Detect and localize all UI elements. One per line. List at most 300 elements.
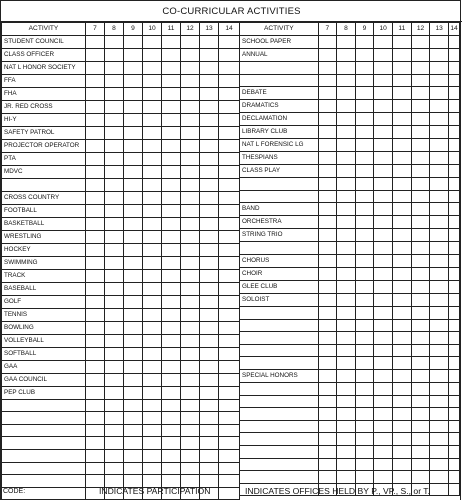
grade-cell [355, 126, 374, 139]
grade-cell [219, 437, 240, 450]
activity-name: HI-Y [2, 114, 86, 127]
grade-cell [318, 178, 337, 191]
grade-cell [219, 36, 240, 49]
grade-cell [219, 449, 240, 462]
grade-cell [105, 449, 124, 462]
grade-cell [162, 282, 181, 295]
grade-cell [143, 153, 162, 166]
grade-cell [200, 153, 219, 166]
grade-cell [162, 308, 181, 321]
grade-cell [430, 74, 449, 87]
grade-cell [86, 449, 105, 462]
grade-cell [143, 36, 162, 49]
activity-row [2, 373, 240, 386]
grade-cell [86, 230, 105, 243]
grade-cell [219, 191, 240, 204]
grade-cell [181, 360, 200, 373]
activity-name: STUDENT COUNCIL [2, 36, 86, 49]
grade-cell [355, 267, 374, 280]
grade-cell [374, 139, 393, 152]
grade-cell [143, 217, 162, 230]
activity-name [240, 420, 319, 433]
grade-cell [355, 319, 374, 332]
activity-row [2, 449, 240, 462]
grade-cell [143, 424, 162, 437]
grade-cell [219, 88, 240, 101]
grade-cell [181, 269, 200, 282]
grade-cell [105, 424, 124, 437]
activity-name [2, 399, 86, 412]
activity-row [2, 412, 240, 425]
grade-cell [411, 280, 430, 293]
grade-cell [200, 424, 219, 437]
grade-cell [392, 229, 411, 242]
grade-cell [181, 386, 200, 399]
grade-cell [181, 321, 200, 334]
activity-name: PEP CLUB [2, 386, 86, 399]
grade-cell [124, 321, 143, 334]
grade-cell [430, 382, 449, 395]
grade-column-header: 10 [374, 23, 393, 36]
grade-cell [318, 165, 337, 178]
activity-name: CROSS COUNTRY [2, 191, 86, 204]
grade-cell [86, 153, 105, 166]
grade-cell [449, 267, 460, 280]
grade-cell [181, 88, 200, 101]
grade-cell [430, 87, 449, 100]
grade-column-header: 13 [200, 23, 219, 36]
grade-cell [449, 126, 460, 139]
grade-cell [318, 445, 337, 458]
grade-cell [86, 295, 105, 308]
grade-cell [430, 344, 449, 357]
grade-cell [449, 280, 460, 293]
grade-cell [200, 179, 219, 192]
grade-cell [430, 280, 449, 293]
grade-cell [449, 332, 460, 345]
grade-cell [374, 306, 393, 319]
grade-column-header: 11 [392, 23, 411, 36]
grade-cell [337, 254, 356, 267]
grade-cell [374, 190, 393, 203]
grade-cell [124, 140, 143, 153]
grade-cell [374, 126, 393, 139]
grade-cell [355, 445, 374, 458]
grade-cell [181, 49, 200, 62]
activity-row [240, 87, 460, 100]
activity-name: HOCKEY [2, 243, 86, 256]
grade-cell [105, 334, 124, 347]
grade-cell [374, 344, 393, 357]
grade-cell [200, 140, 219, 153]
grade-cell [337, 229, 356, 242]
activity-row [2, 114, 240, 127]
activity-row [2, 282, 240, 295]
grade-cell [392, 152, 411, 165]
grade-cell [318, 254, 337, 267]
grade-cell [337, 382, 356, 395]
grade-cell [105, 230, 124, 243]
grade-cell [181, 127, 200, 140]
grade-cell [143, 101, 162, 114]
grade-cell [411, 203, 430, 216]
grade-cell [337, 113, 356, 126]
grade-cell [392, 190, 411, 203]
grade-cell [430, 408, 449, 421]
grade-column-header: 8 [337, 23, 356, 36]
grade-cell [337, 445, 356, 458]
grade-cell [392, 62, 411, 75]
grade-cell [219, 360, 240, 373]
grade-cell [449, 395, 460, 408]
activity-name: CLASS OFFICER [2, 49, 86, 62]
grade-cell [181, 217, 200, 230]
activity-name [240, 332, 319, 345]
activity-row [240, 445, 460, 458]
grade-cell [105, 179, 124, 192]
activity-name [240, 433, 319, 446]
grade-cell [86, 360, 105, 373]
grade-cell [219, 127, 240, 140]
grade-cell [181, 334, 200, 347]
activity-name: CLASS PLAY [240, 165, 319, 178]
grade-cell [355, 165, 374, 178]
grade-cell [411, 49, 430, 62]
grade-cell [392, 216, 411, 229]
grade-cell [219, 179, 240, 192]
grade-cell [430, 229, 449, 242]
grade-cell [318, 293, 337, 306]
activity-name [240, 344, 319, 357]
grade-cell [318, 152, 337, 165]
grade-cell [374, 433, 393, 446]
grade-cell [411, 165, 430, 178]
grade-cell [318, 319, 337, 332]
grade-cell [162, 36, 181, 49]
grade-cell [200, 399, 219, 412]
grade-cell [449, 113, 460, 126]
activity-name: GAA [2, 360, 86, 373]
grade-cell [374, 74, 393, 87]
grade-cell [124, 295, 143, 308]
grade-cell [374, 420, 393, 433]
grade-cell [219, 114, 240, 127]
grade-cell [105, 153, 124, 166]
grade-cell [105, 114, 124, 127]
grade-cell [162, 62, 181, 75]
grade-cell [392, 382, 411, 395]
grade-cell [200, 462, 219, 475]
grade-cell [86, 347, 105, 360]
grade-cell [355, 332, 374, 345]
grade-cell [86, 373, 105, 386]
grade-cell [430, 126, 449, 139]
grade-cell [337, 293, 356, 306]
grade-cell [143, 204, 162, 217]
grade-cell [337, 49, 356, 62]
activity-row [240, 408, 460, 421]
grade-cell [105, 166, 124, 179]
grade-cell [374, 254, 393, 267]
activity-row [2, 256, 240, 269]
activity-row [240, 319, 460, 332]
activity-name [240, 458, 319, 471]
grade-cell [143, 399, 162, 412]
grade-cell [355, 382, 374, 395]
grade-cell [430, 165, 449, 178]
activity-name: FHA [2, 88, 86, 101]
grade-cell [219, 308, 240, 321]
grade-cell [143, 360, 162, 373]
grade-cell [411, 344, 430, 357]
activity-name: FOOTBALL [2, 204, 86, 217]
activity-row [240, 190, 460, 203]
activity-name: WRESTLING [2, 230, 86, 243]
right-activity-table [239, 22, 460, 496]
grade-cell [337, 332, 356, 345]
grade-cell [200, 62, 219, 75]
grade-cell [105, 269, 124, 282]
activity-name: NAT L FORENSIC LG [240, 139, 319, 152]
grade-cell [374, 203, 393, 216]
grade-cell [86, 101, 105, 114]
grade-cell [162, 373, 181, 386]
grade-cell [355, 408, 374, 421]
grade-cell [143, 127, 162, 140]
activity-row [240, 100, 460, 113]
grade-cell [124, 334, 143, 347]
grade-cell [411, 242, 430, 255]
grade-cell [355, 62, 374, 75]
grade-cell [105, 462, 124, 475]
grade-cell [430, 293, 449, 306]
grade-cell [200, 269, 219, 282]
grade-cell [392, 332, 411, 345]
grade-cell [430, 433, 449, 446]
grade-cell [355, 357, 374, 370]
grade-cell [430, 152, 449, 165]
grade-cell [411, 216, 430, 229]
grade-cell [430, 445, 449, 458]
form-title: CO-CURRICULAR ACTIVITIES [1, 1, 462, 22]
grade-cell [449, 254, 460, 267]
grade-cell [200, 412, 219, 425]
activity-row [240, 242, 460, 255]
grade-cell [374, 216, 393, 229]
activity-row [2, 166, 240, 179]
grade-cell [162, 449, 181, 462]
grade-cell [219, 282, 240, 295]
grade-cell [162, 243, 181, 256]
grade-column-header: 14 [219, 23, 240, 36]
grade-cell [143, 269, 162, 282]
grade-cell [374, 165, 393, 178]
activity-row [2, 399, 240, 412]
grade-cell [374, 369, 393, 382]
grade-cell [124, 127, 143, 140]
grade-cell [411, 408, 430, 421]
activity-name [240, 74, 319, 87]
grade-cell [86, 256, 105, 269]
grade-cell [181, 295, 200, 308]
grade-cell [318, 62, 337, 75]
grade-cell [449, 458, 460, 471]
grade-cell [411, 36, 430, 49]
activity-name: FFA [2, 75, 86, 88]
activity-row [240, 433, 460, 446]
activity-row [240, 203, 460, 216]
grade-cell [411, 306, 430, 319]
grade-cell [392, 357, 411, 370]
grade-cell [86, 36, 105, 49]
activity-row [2, 230, 240, 243]
grade-cell [449, 408, 460, 421]
grade-cell [449, 293, 460, 306]
grade-cell [318, 190, 337, 203]
grade-cell [181, 347, 200, 360]
grade-cell [86, 386, 105, 399]
grade-cell [105, 204, 124, 217]
grade-cell [86, 191, 105, 204]
grade-cell [318, 242, 337, 255]
activity-name [240, 62, 319, 75]
grade-column-header: 7 [86, 23, 105, 36]
left-header-row [2, 23, 240, 36]
grade-cell [124, 217, 143, 230]
activity-row [240, 280, 460, 293]
activity-name: STRING TRIO [240, 229, 319, 242]
grade-column-header: 11 [162, 23, 181, 36]
grade-cell [143, 230, 162, 243]
grade-cell [392, 254, 411, 267]
grade-cell [392, 395, 411, 408]
grade-cell [162, 386, 181, 399]
grade-cell [86, 462, 105, 475]
grade-cell [449, 319, 460, 332]
grade-cell [219, 153, 240, 166]
grade-cell [162, 334, 181, 347]
activity-header: ACTIVITY [240, 23, 319, 36]
grade-cell [105, 101, 124, 114]
activity-row [240, 293, 460, 306]
grade-cell [219, 243, 240, 256]
grade-cell [143, 412, 162, 425]
grade-cell [143, 256, 162, 269]
activity-row [240, 139, 460, 152]
grade-cell [392, 242, 411, 255]
grade-cell [143, 179, 162, 192]
activity-name [240, 382, 319, 395]
grade-cell [392, 178, 411, 191]
grade-cell [374, 280, 393, 293]
grade-cell [124, 191, 143, 204]
grade-cell [86, 62, 105, 75]
grade-cell [124, 412, 143, 425]
grade-cell [392, 344, 411, 357]
activity-row [2, 179, 240, 192]
activity-name: LIBRARY CLUB [240, 126, 319, 139]
grade-cell [430, 395, 449, 408]
activity-row [240, 152, 460, 165]
grade-cell [105, 295, 124, 308]
grade-cell [430, 306, 449, 319]
grade-cell [86, 75, 105, 88]
grade-cell [337, 267, 356, 280]
grade-cell [124, 308, 143, 321]
grade-cell [143, 295, 162, 308]
grade-cell [86, 88, 105, 101]
grade-cell [449, 420, 460, 433]
grade-cell [449, 165, 460, 178]
grade-cell [143, 114, 162, 127]
grade-cell [392, 293, 411, 306]
grade-cell [337, 165, 356, 178]
grade-cell [430, 62, 449, 75]
activity-header: ACTIVITY [2, 23, 86, 36]
grade-cell [86, 204, 105, 217]
grade-cell [181, 373, 200, 386]
grade-cell [105, 256, 124, 269]
grade-cell [105, 282, 124, 295]
grade-cell [162, 360, 181, 373]
grade-cell [374, 382, 393, 395]
grade-cell [181, 114, 200, 127]
grade-cell [337, 74, 356, 87]
grade-cell [219, 399, 240, 412]
grade-cell [105, 347, 124, 360]
grade-cell [162, 127, 181, 140]
grade-cell [162, 140, 181, 153]
grade-cell [86, 308, 105, 321]
grade-cell [162, 204, 181, 217]
grade-cell [181, 179, 200, 192]
grade-cell [200, 386, 219, 399]
grade-cell [200, 295, 219, 308]
grade-cell [449, 382, 460, 395]
activity-name [240, 178, 319, 191]
grade-cell [181, 256, 200, 269]
activity-row [240, 332, 460, 345]
grade-cell [392, 458, 411, 471]
grade-cell [181, 75, 200, 88]
grade-cell [430, 139, 449, 152]
grade-cell [86, 437, 105, 450]
grade-cell [337, 408, 356, 421]
grade-cell [200, 282, 219, 295]
grade-cell [124, 62, 143, 75]
grade-cell [411, 74, 430, 87]
grade-cell [355, 306, 374, 319]
grade-cell [355, 420, 374, 433]
grade-cell [200, 437, 219, 450]
grade-cell [162, 88, 181, 101]
activity-row [2, 191, 240, 204]
grade-cell [200, 191, 219, 204]
activity-name [240, 190, 319, 203]
grade-cell [200, 204, 219, 217]
grade-cell [337, 36, 356, 49]
grade-cell [219, 295, 240, 308]
grade-cell [200, 321, 219, 334]
grade-cell [430, 267, 449, 280]
grade-cell [162, 101, 181, 114]
grade-cell [162, 49, 181, 62]
grade-cell [355, 254, 374, 267]
grade-cell [86, 399, 105, 412]
grade-cell [219, 424, 240, 437]
grade-cell [374, 178, 393, 191]
grade-cell [181, 437, 200, 450]
